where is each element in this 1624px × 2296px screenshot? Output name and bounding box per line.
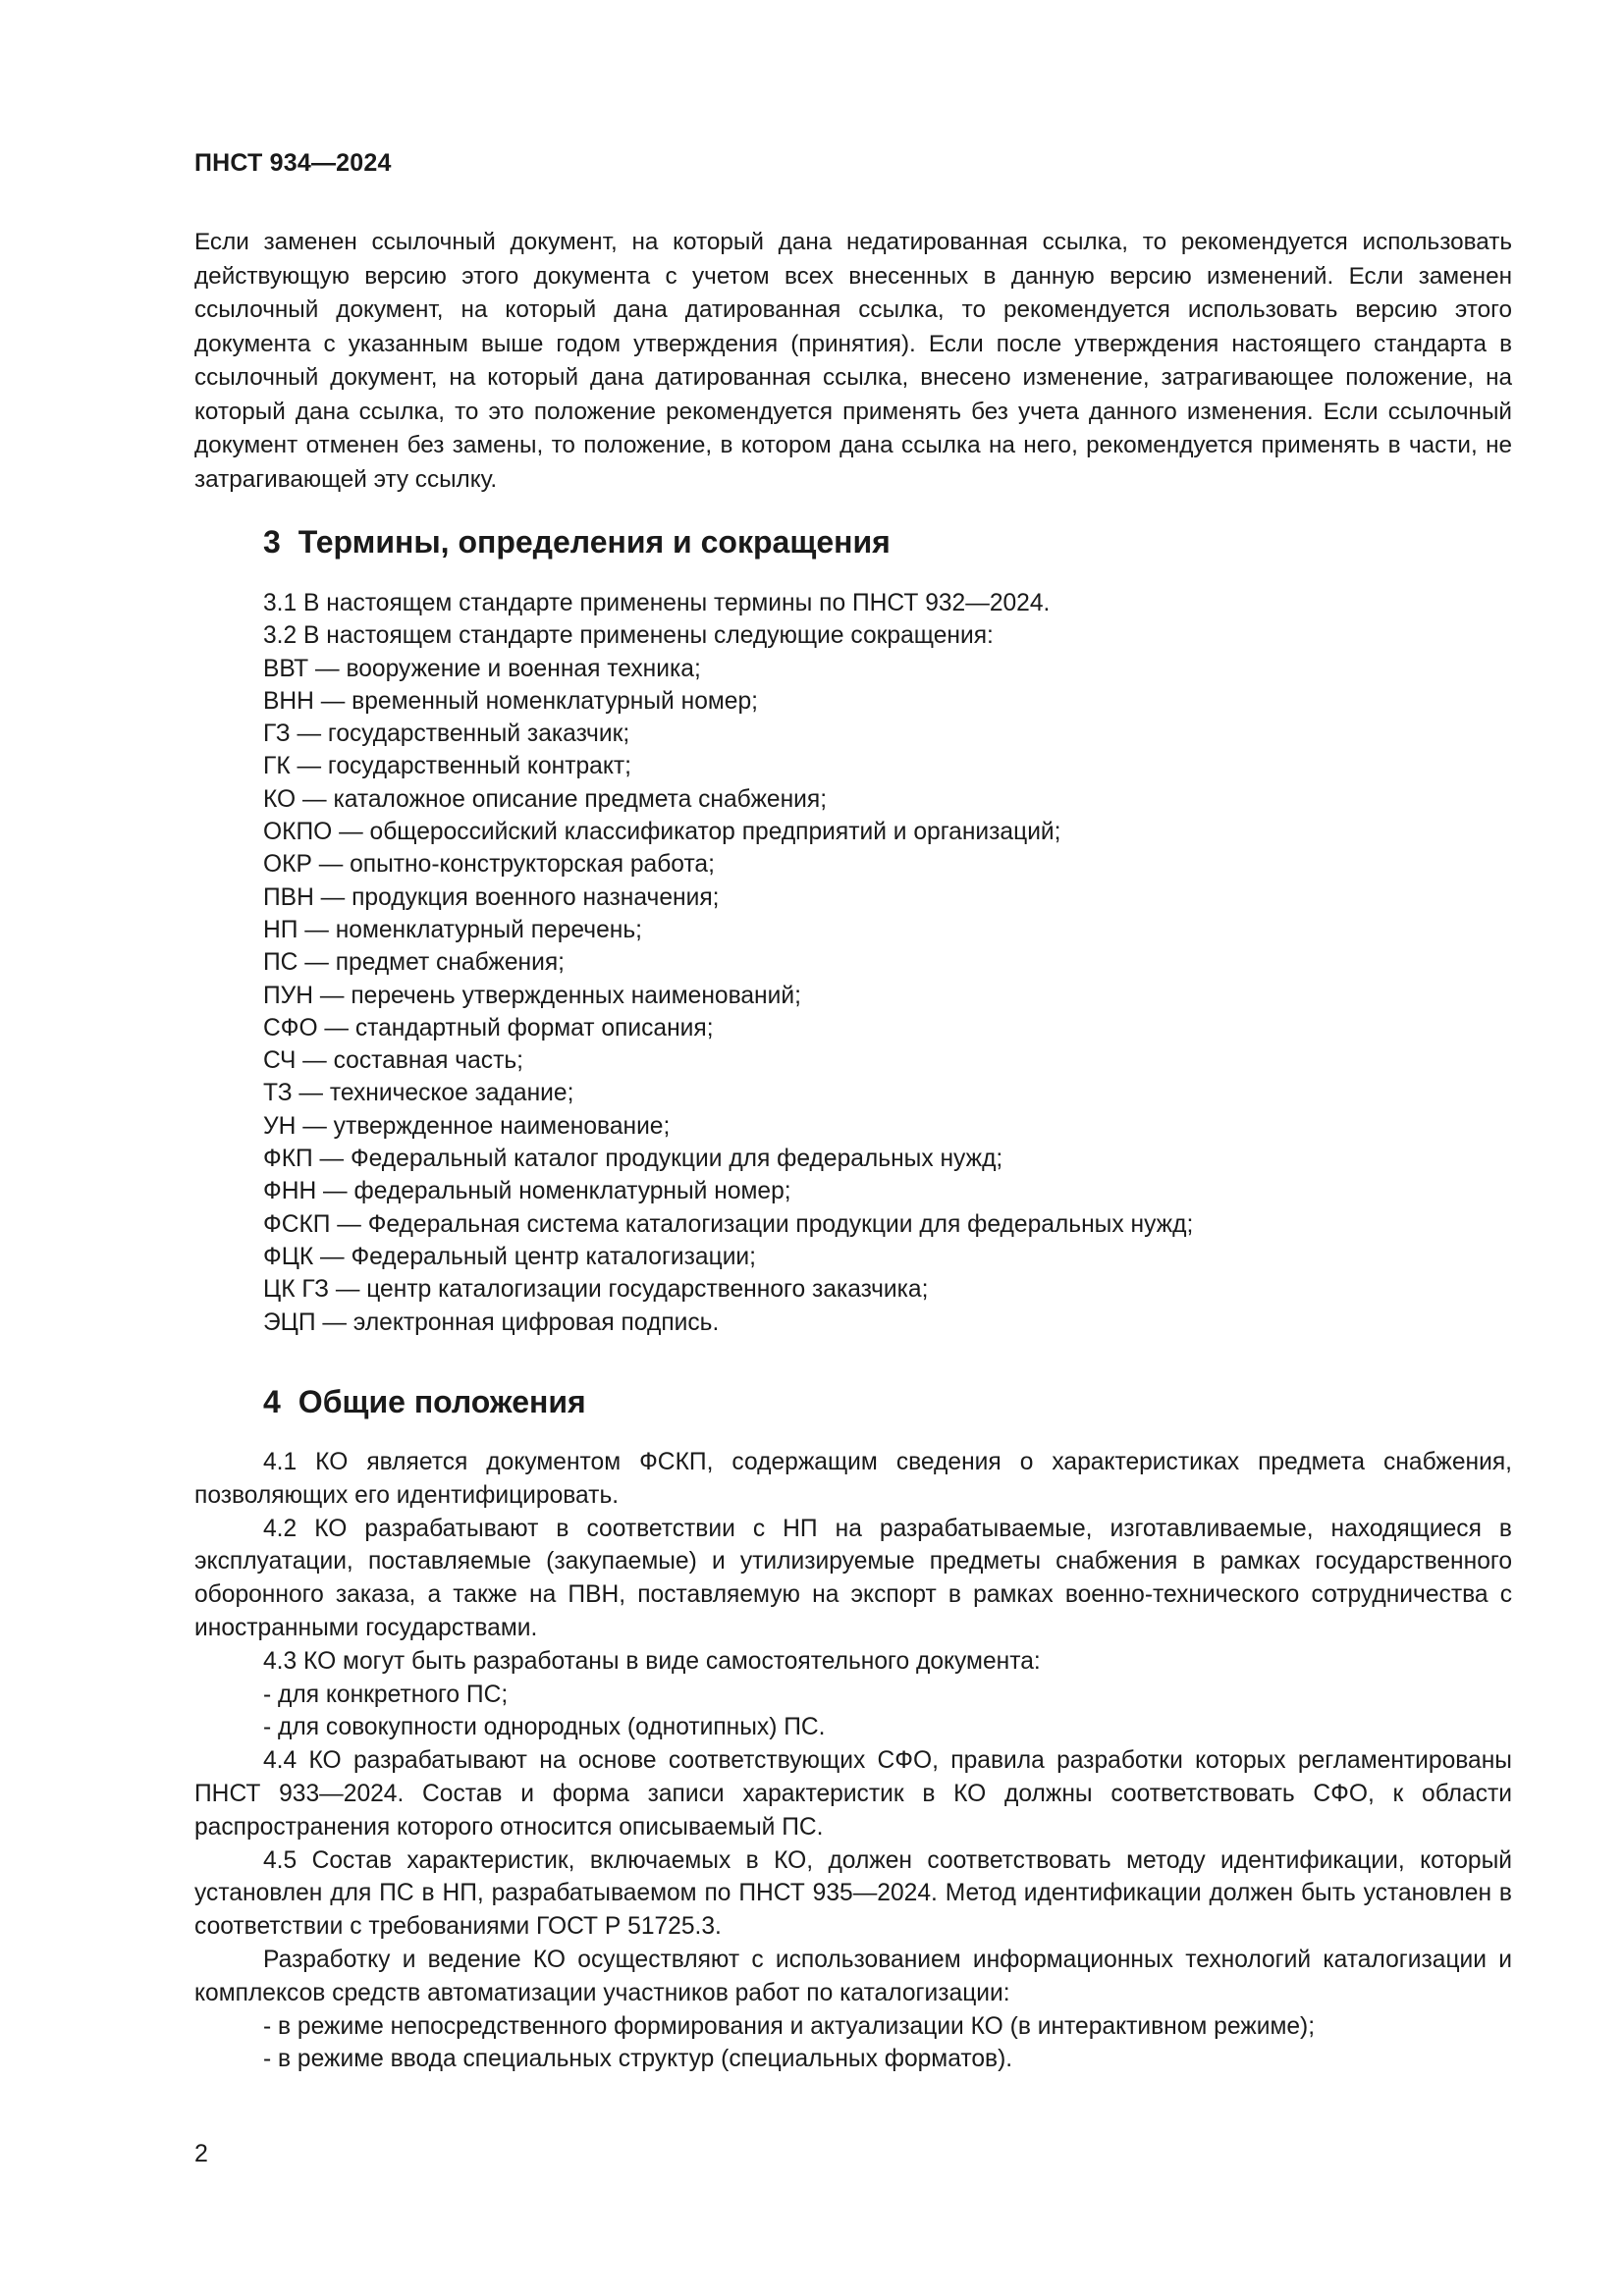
list-item: ЭЦП — электронная цифровая подпись. <box>263 1308 720 1336</box>
list-item: ЦК ГЗ — центр каталогизации государственного заказчика; <box>263 1276 929 1304</box>
list-item: - в режиме непосредственного формирования и актуализации КО (в интерактивном режиме); <box>263 2012 1316 2040</box>
section-3-heading <box>263 524 891 561</box>
list-item: ПВН — продукция военного назначения; <box>263 883 720 911</box>
list-item: ГЗ — государственный заказчик; <box>263 721 630 748</box>
document-code: ПНСТ 934—2024 <box>194 149 392 177</box>
list-item: СЧ — составная часть; <box>263 1047 523 1075</box>
list-item: ПС — предмет снабжения; <box>263 949 566 977</box>
list-item: ОКР — опытно-конструкторская работа; <box>263 851 715 879</box>
list-item: ВВТ — вооружение и военная техника; <box>263 655 701 682</box>
clause-4-1: 4.1 КО является документом ФСКП, содержащим сведения о характеристиках предмета снабжения, позволяющих его идентифицировать. <box>194 1449 1512 1509</box>
list-item: ПУН — перечень утвержденных наименований; <box>263 982 801 1009</box>
page-number: 2 <box>194 2140 208 2167</box>
list-item: ФСКП — Федеральная система каталогизации продукции для федеральных нужд; <box>263 1210 1194 1238</box>
list-item: 3.1 В настоящем стандарте применены термины по ПНСТ 932—2024. <box>263 590 1051 616</box>
list-item: - для конкретного ПС; <box>263 1681 509 1708</box>
section-3-title: Термины, определения и сокращения <box>298 524 891 560</box>
clause-4-5: 4.5 Состав характеристик, включаемых в КО, должен соответствовать методу идентификации, который установлен для ПС в НП, разрабатываемом по ПНСТ 935—2024. Метод идентификации должен быть установлен в соответствии с требованиями ГОСТ Р 51725.3. <box>194 1846 1512 1941</box>
list-item: НП — номенклатурный перечень; <box>263 916 642 943</box>
list-item: - для совокупности однородных (однотипных) ПС. <box>263 1714 826 1741</box>
clause-4-3: 4.3 КО могут быть разработаны в виде самостоятельного документа: <box>263 1647 1041 1675</box>
list-item: КО — каталожное описание предмета снабжения; <box>263 785 828 813</box>
intro-paragraph: Если заменен ссылочный документ, на который дана недатированная ссылка, то рекомендуется использовать действующую версию этого документа с учетом всех внесенных в данную версию изменений. Если заменен ссылочный документ, на который дана датированная ссылка, то рекомендуется использовать версию этого документа с указанным выше годом утверждения (принятия). Если после утверждения настоящего стандарта в ссылочный документ, на который дана датированная ссылка, внесено изменение, затрагивающее положение, на который дана ссылка, то это положение рекомендуется применять без учета данного изменения. Если ссылочный документ отменен без замены, то положение, в котором дана ссылка на него, рекомендуется применять в части, не затрагивающей эту ссылку. <box>194 229 1512 493</box>
clause-4-6: Разработку и ведение КО осуществляют с использованием информационных технологий каталогизации и комплексов средств автоматизации участников работ по каталогизации: <box>194 1946 1512 2006</box>
list-item: ФНН — федеральный номенклатурный номер; <box>263 1178 791 1205</box>
list-item: ОКПО — общероссийский классификатор предприятий и организаций; <box>263 819 1061 846</box>
clause-4-2: 4.2 КО разрабатывают в соответствии с НП на разрабатываемые, изготавливаемые, находящиеся в эксплуатации, поставляемые (закупаемые) и утилизируемые предметы снабжения в рамках государственного оборонного заказа, а также на ПВН, поставляемую на экспорт в рамках военно-технического сотрудничества с иностранными государствами. <box>194 1515 1512 1641</box>
list-item: - в режиме ввода специальных структур (специальных форматов). <box>263 2046 1013 2073</box>
section-4-heading <box>263 1384 586 1420</box>
list-item: ФЦК — Федеральный центр каталогизации; <box>263 1243 756 1270</box>
section-4-body <box>194 1446 1512 2076</box>
abbreviations-list <box>263 587 1520 1339</box>
list-item: ФКП — Федеральный каталог продукции для федеральных нужд; <box>263 1146 1003 1173</box>
list-item: 3.2 В настоящем стандарте применены следующие сокращения: <box>263 622 994 650</box>
list-item: УН — утвержденное наименование; <box>263 1112 671 1140</box>
section-4-number: 4 <box>263 1384 281 1419</box>
list-item: ВНН — временный номенклатурный номер; <box>263 687 758 715</box>
clause-4-4: 4.4 КО разрабатывают на основе соответствующих СФО, правила разработки которых регламентированы ПНСТ 933—2024. Состав и форма записи характеристик в КО должны соответствовать СФО, к области распространения которого относится описываемый ПС. <box>194 1747 1512 1841</box>
section-4-title: Общие положения <box>298 1384 586 1419</box>
section-3-number: 3 <box>263 524 281 560</box>
list-item: ТЗ — техническое задание; <box>263 1080 574 1107</box>
list-item: СФО — стандартный формат описания; <box>263 1014 714 1041</box>
list-item: ГК — государственный контракт; <box>263 753 631 780</box>
